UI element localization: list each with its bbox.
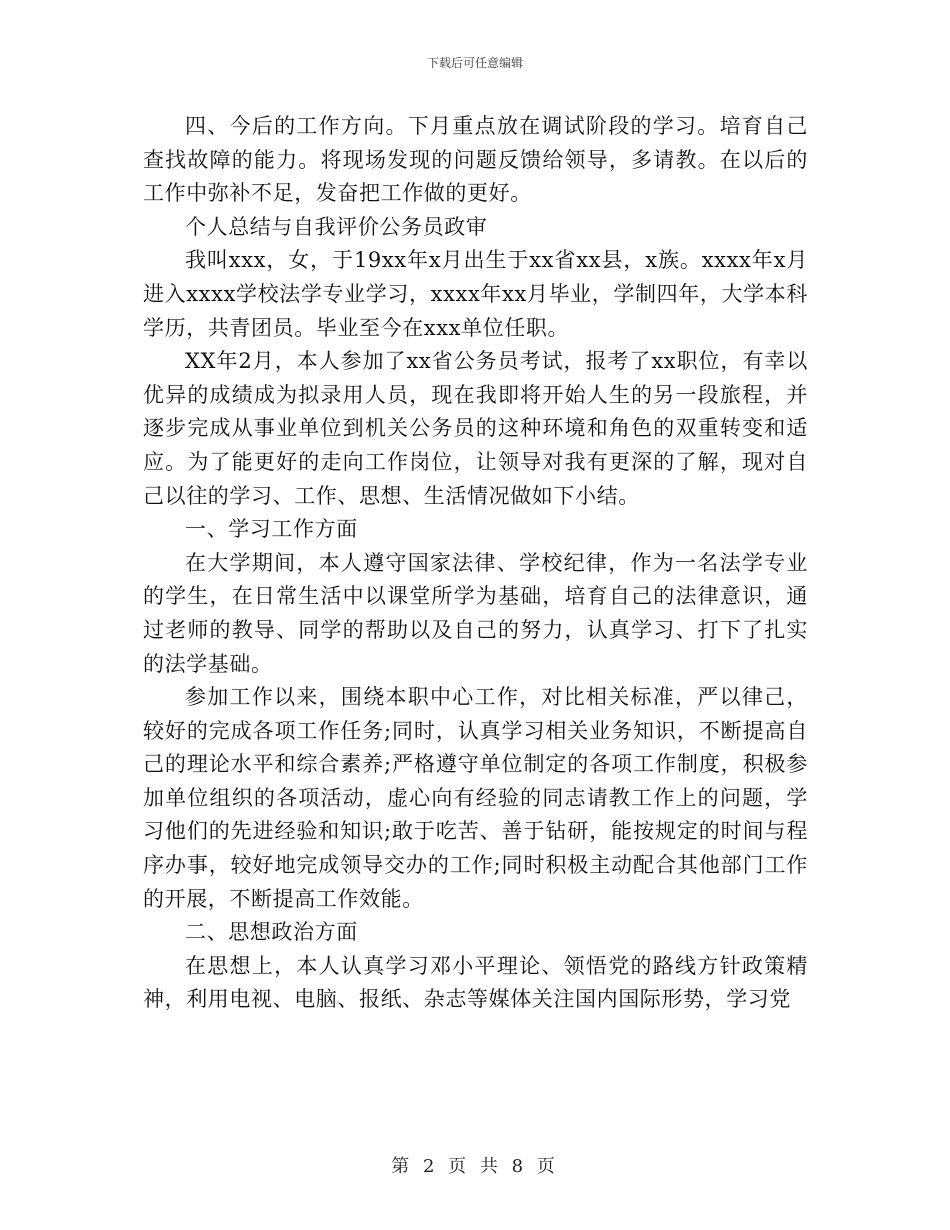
heading-ideology-politics: 二、思想政治方面 xyxy=(185,920,358,945)
paragraph-ideology: 在思想上，本人认真学习邓小平理论、领悟党的路线方针政策精神，利用电视、电脑、报纸、杂志等媒体关注国内国际形势，学习党 xyxy=(143,953,808,1012)
paragraph-work-direction: 四、今后的工作方向。下月重点放在调试阶段的学习。培育自己查找故障的能力。将现场发现的问题反馈给领导，多请教。在以后的工作中弥补不足，发奋把工作做的更好。 xyxy=(143,114,808,206)
document-body xyxy=(143,110,808,1017)
paragraph-personal-info: 我叫xxx，女，于19xx年x月出生于xx省xx县，x族。xxxx年x月进入xxxx学校法学专业学习，xxxx年xx月毕业，学制四年，大学本科学历，共青团员。毕业至今在xxx单位任职。 xyxy=(143,248,808,340)
paragraph-exam: XX年2月，本人参加了xx省公务员考试，报考了xx职位，有幸以优异的成绩成为拟录用人员，现在我即将开始人生的另一段旅程，并逐步完成从事业单位到机关公务员的这种环境和角色的双重转变和适应。为了能更好的走向工作岗位，让领导对我有更深的了解，现对自己以往的学习、工作、思想、生活情况做如下小结。 xyxy=(143,349,808,508)
paragraph-university: 在大学期间，本人遵守国家法律、学校纪律，作为一名法学专业的学生，在日常生活中以课堂所学为基础，培育自己的法律意识，通过老师的教导、同学的帮助以及自己的努力，认真学习、打下了扎实的法学基础。 xyxy=(143,550,808,676)
page-number-footer: 第 2 页 共 8 页 xyxy=(391,1156,559,1177)
section-title-self-evaluation: 个人总结与自我评价公务员政审 xyxy=(185,214,488,239)
heading-study-work: 一、学习工作方面 xyxy=(185,517,358,542)
page-header-note: 下载后可任意编辑 xyxy=(426,56,523,70)
paragraph-work-since: 参加工作以来，围绕本职中心工作，对比相关标准，严以律己，较好的完成各项工作任务;同时，认真学习相关业务知识，不断提高自己的理论水平和综合素养;严格遵守单位制定的各项工作制度，积极参加单位组织的各项活动，虚心向有经验的同志请教工作上的问题，学习他们的先进经验和知识;敢于吃苦、善于钻研，能按规定的时间与程序办事，较好地完成领导交办的工作;同时积极主动配合其他部门工作的开展，不断提高工作效能。 xyxy=(143,685,808,911)
